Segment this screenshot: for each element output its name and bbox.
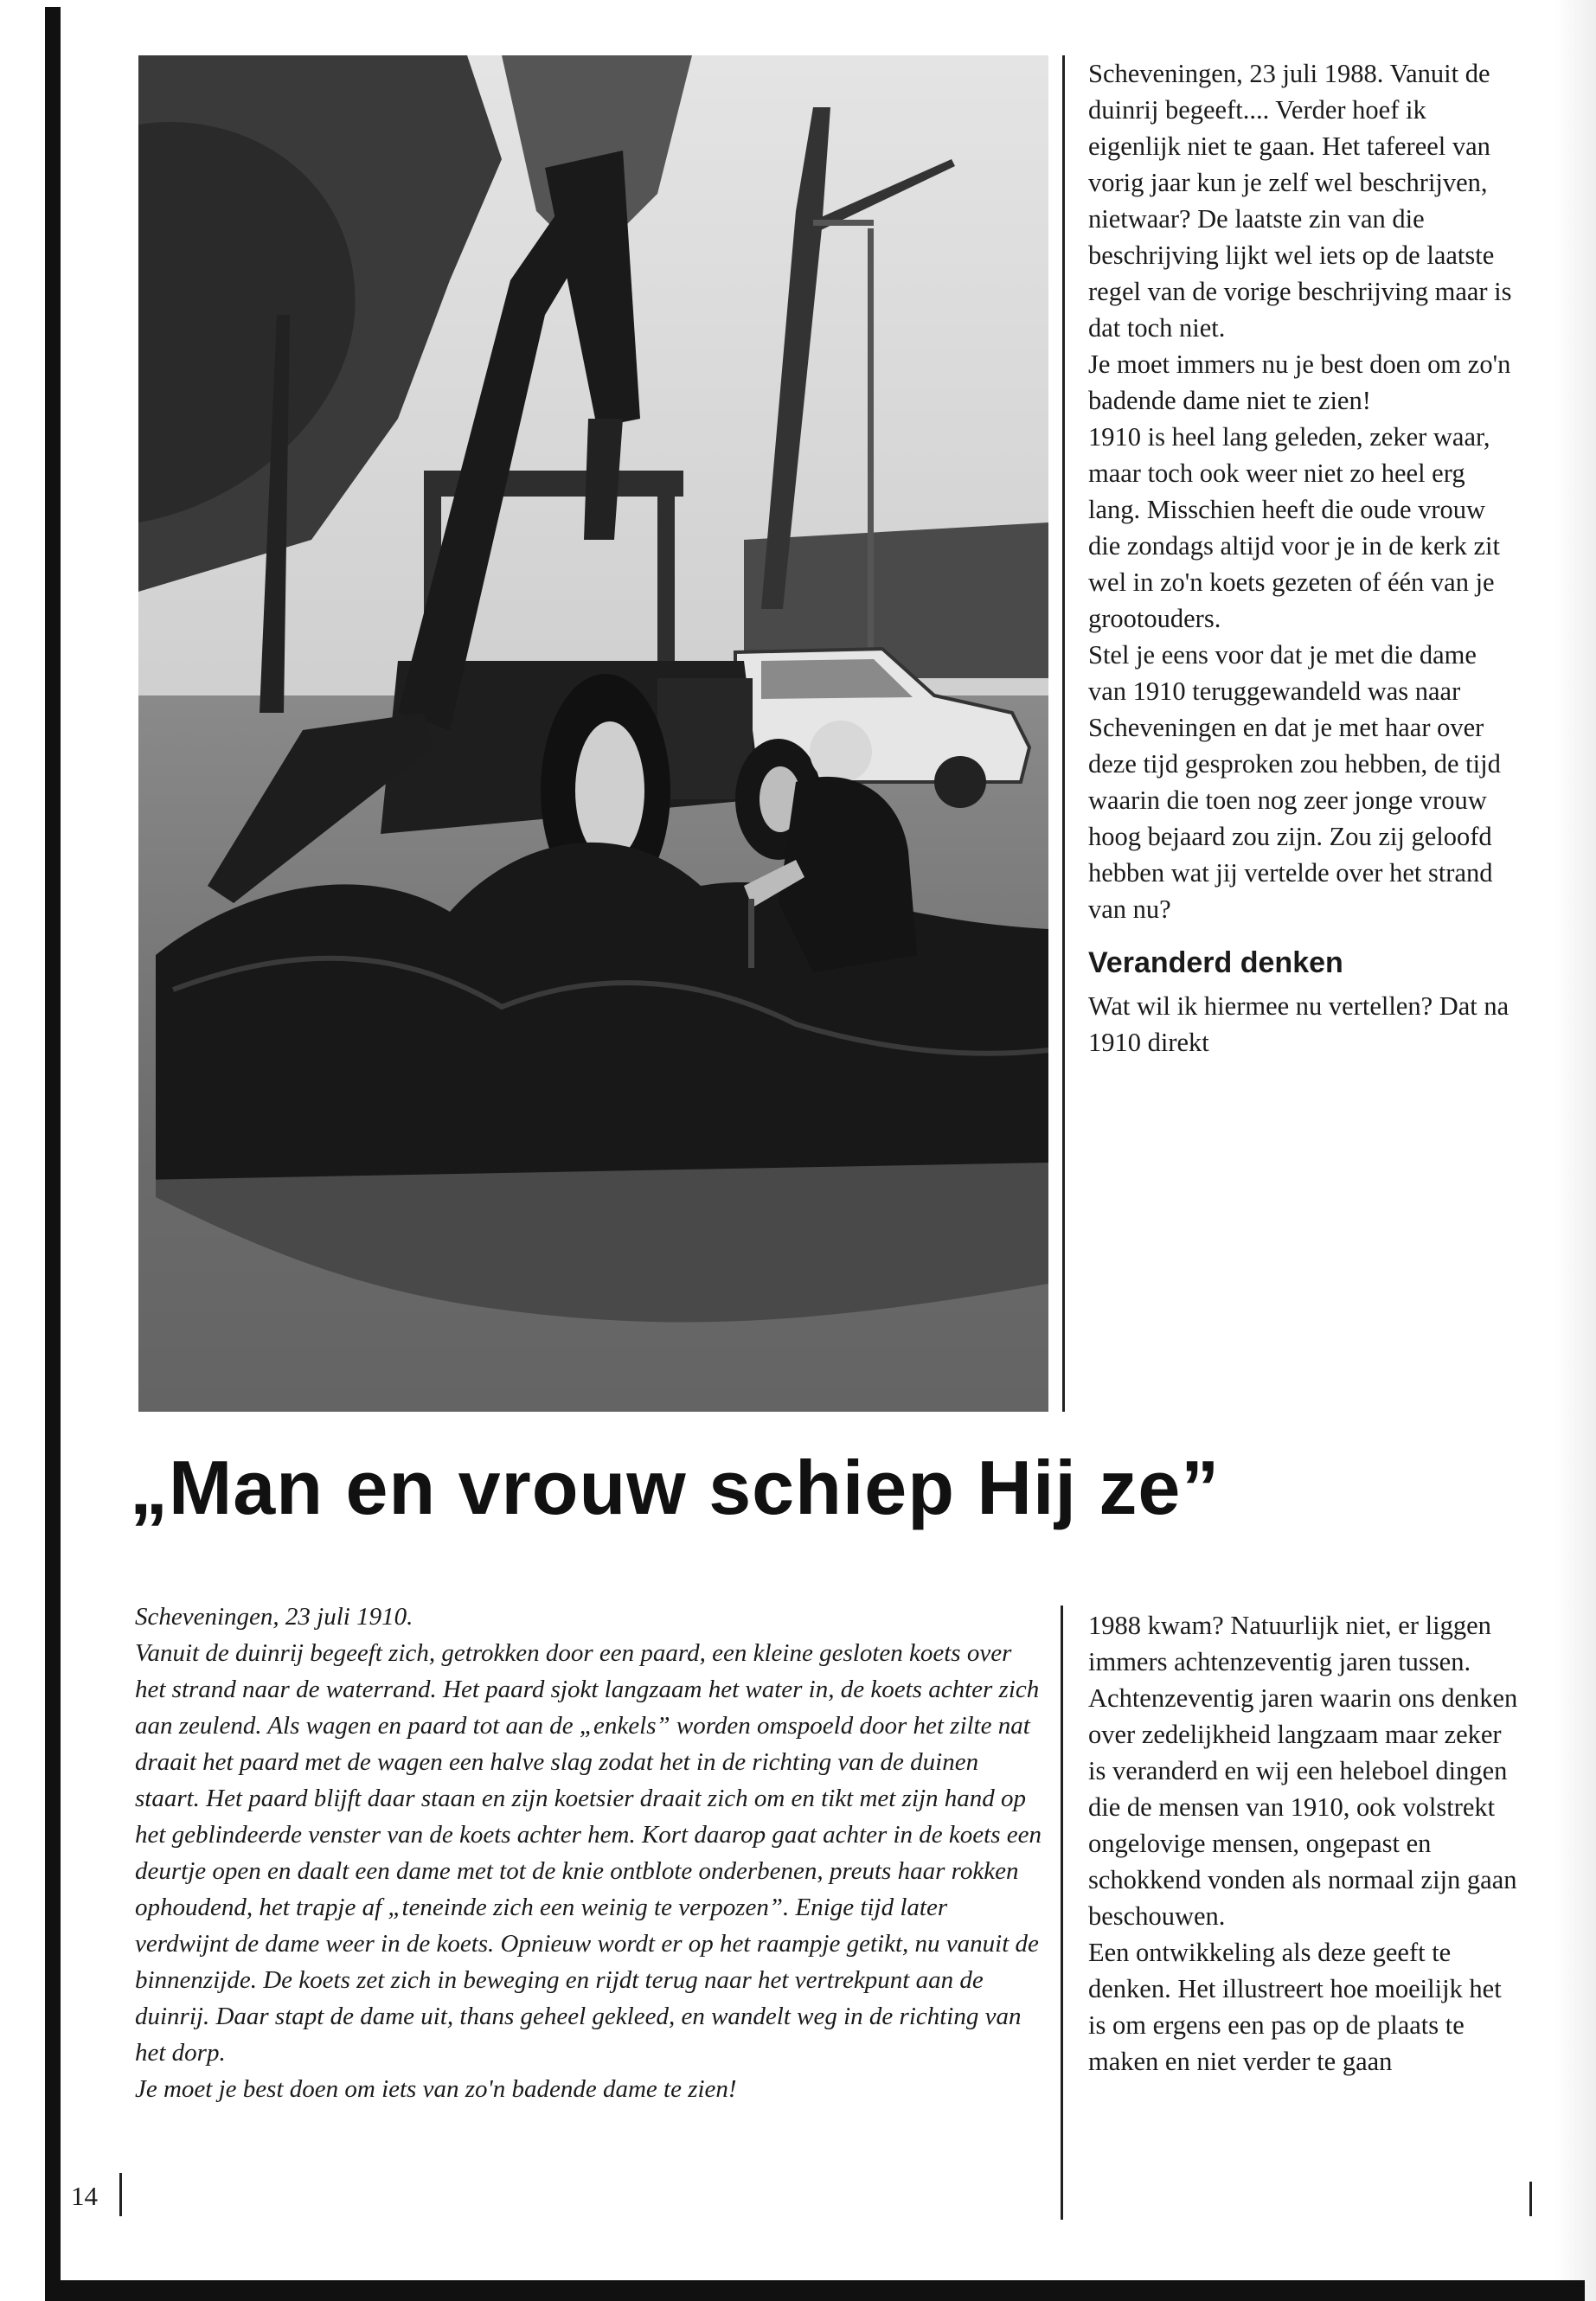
tractor-photo-illustration	[138, 55, 1048, 1412]
bottom-right-column	[1088, 1607, 1521, 2080]
bottom-column-rule-right	[1529, 2182, 1532, 2216]
story-body: Vanuit de duinrij begeeft zich, getrokken door een paard, een kleine gesloten koets over het strand naar de waterrand. Het paard sjokt langzaam het water in, de koets achter zich aan zeulend. Als wagen en paard tot aan de „enkels” worden omspoeld door het zilte nat draait het paard met de wagen een halve slag zodat het in de richting van de duinen staart. Het paard blijft daar staan en zijn koetsier draait zich om en tikt met zijn hand op het geblindeerde venster van de koets achter hem. Kort daarop gaat achter in de koets een deurtje open en daalt een dame met tot de knie ontblote onderbenen, preuts haar rokken ophoudend, het trapje af „teneinde zich een weinig te verpozen”. Enige tijd later verdwijnt de dame weer in de koets. Opnieuw wordt er op het raampje getikt, nu vanuit de binnenzijde. De koets zet zich in beweging en rijdt terug naar het vertrekpunt aan de duinrij. Daar stapt de dame uit, thans geheel gekleed, en wandelt weg in de richting van het dorp.	[135, 1639, 1042, 2067]
bottom-column-rule-left	[1061, 1606, 1063, 2220]
top-paragraph-2: Je moet immers nu je best doen om zo'n badende dame niet te zien!	[1088, 349, 1511, 415]
top-paragraph-3: 1910 is heel lang geleden, zeker waar, maar toch ook weer niet zo heel erg lang. Misschien heeft die oude vrouw die zondags altijd voor je in de kerk zit wel in zo'n koets gezeten of één van je grootouders.	[1088, 422, 1500, 633]
top-right-column	[1088, 55, 1521, 1061]
story-closing-line: Je moet je best doen om iets van zo'n badende dame te zien!	[135, 2075, 737, 2103]
top-continuation: Wat wil ik hiermee nu vertellen? Dat na 1910 direkt	[1088, 991, 1509, 1057]
page-number: 14	[71, 2181, 98, 2211]
story-1910-column	[135, 1599, 1043, 2107]
right-paragraph-1: 1988 kwam? Natuurlijk niet, er liggen immers achtenzeventig jaren tussen. Achtenzeventig jaren waarin ons denken over zedelijkheid langzaam maar zeker is veranderd en wij een heleboel dingen die de mensen van 1910, ook volstrekt ongelovige mensen, ongepast en schokkend vonden als normaal zijn gaan beschouwen.	[1088, 1611, 1518, 1931]
right-paragraph-2: Een ontwikkeling als deze geeft te denken. Het illustreert hoe moeilijk het is om ergens een pas op de plaats te maken en niet verder te gaan	[1088, 1938, 1502, 2076]
subheading-veranderd-denken: Veranderd denken	[1088, 946, 1343, 979]
page-number-rule	[119, 2173, 122, 2216]
scan-edge-right	[1554, 0, 1596, 2301]
article-photo	[138, 55, 1048, 1412]
top-column-rule	[1062, 55, 1065, 1412]
top-paragraph-4: Stel je eens voor dat je met die dame van 1910 teruggewandeld was naar Scheveningen en dat je met haar over deze tijd gesproken zou hebben, de tijd waarin die toen nog zeer jonge vrouw hoog bejaard zou zijn. Zou zij geloofd hebben wat jij vertelde over het strand van nu?	[1088, 640, 1501, 924]
story-dateline: Scheveningen, 23 juli 1910.	[135, 1603, 413, 1631]
article-headline: „Man en vrouw schiep Hij ze”	[130, 1445, 1221, 1530]
scan-edge-left	[45, 7, 61, 2291]
top-paragraph-1: Scheveningen, 23 juli 1988. Vanuit de duinrij begeeft.... Verder hoef ik eigenlijk niet te gaan. Het tafereel van vorig jaar kun je zelf wel beschrijven, nietwaar? De laatste zin van die beschrijving lijkt wel iets op de laatste regel van de vorige beschrijving maar is dat toch niet.	[1088, 59, 1512, 343]
scan-edge-bottom	[45, 2280, 1585, 2301]
